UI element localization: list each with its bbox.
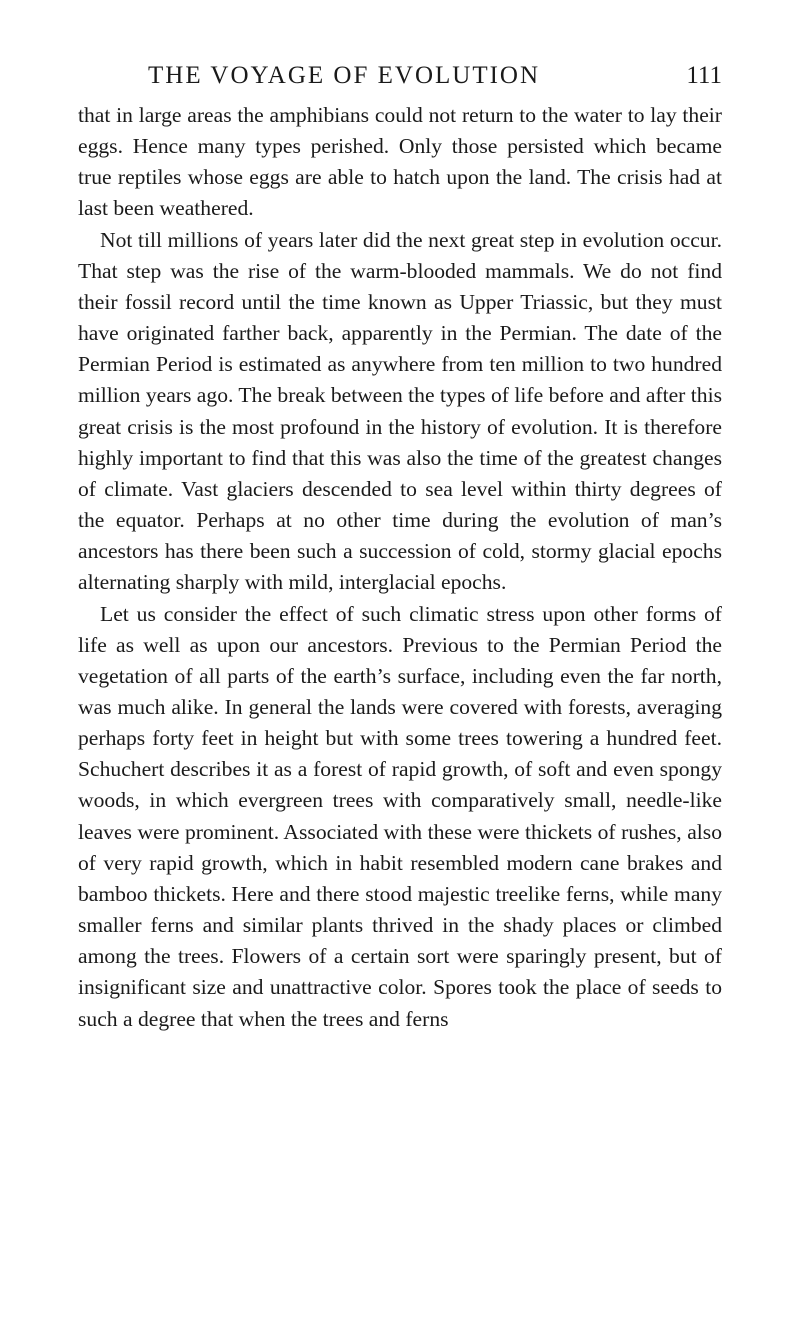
paragraph-mammals: Not till millions of years later did the next great step in evolution occur. That step was the rise of the warm-blooded mammals. We do not find their fossil record until the time known as Upper Triassic, but they must have originated farther back, apparently in the Permian. The date of the Permian Period is estimated as anywhere from ten million to two hundred million years ago. The break between the types of life before and after this great crisis is the most profound in the history of evolution. It is therefore highly important to find that this was also the time of the greatest changes of climate. Vast glaciers descended to sea level within thirty degrees of the equator. Perhaps at no other time during the evolution of man’s ancestors has there been such a succession of cold, stormy glacial epochs alternating sharply with mild, interglacial epochs. bbox=[78, 227, 722, 595]
page-number: 111 bbox=[686, 62, 722, 89]
book-page bbox=[78, 58, 722, 1035]
running-head bbox=[78, 58, 722, 94]
body-text bbox=[78, 100, 722, 1035]
running-title: THE VOYAGE OF EVOLUTION bbox=[148, 62, 541, 89]
paragraph-continued: that in large areas the amphibians could not return to the water to lay their eggs. Hence many types perished. Only those persisted which became true reptiles whose eggs are able to hatch upon the land. The crisis had at last been weathered. bbox=[78, 103, 722, 221]
paragraph-vegetation: Let us consider the effect of such climatic stress upon other forms of life as well as upon our ancestors. Previous to the Permian Period the vegetation of all parts of the earth’s surface, including even the far north, was much alike. In general the lands were covered with forests, averaging perhaps forty feet in height but with some trees towering a hundred feet. Schuchert describes it as a forest of rapid growth, of soft and even spongy woods, in which evergreen trees with comparatively small, needle-like leaves were prominent. Associated with these were thickets of rushes, also of very rapid growth, which in habit resembled modern cane brakes and bamboo thickets. Here and there stood majestic treelike ferns, while many smaller ferns and similar plants thrived in the shady places or climbed among the trees. Flowers of a certain sort were sparingly present, but of insignificant size and unattractive color. Spores took the place of seeds to such a degree that when the trees and ferns bbox=[78, 601, 722, 1031]
